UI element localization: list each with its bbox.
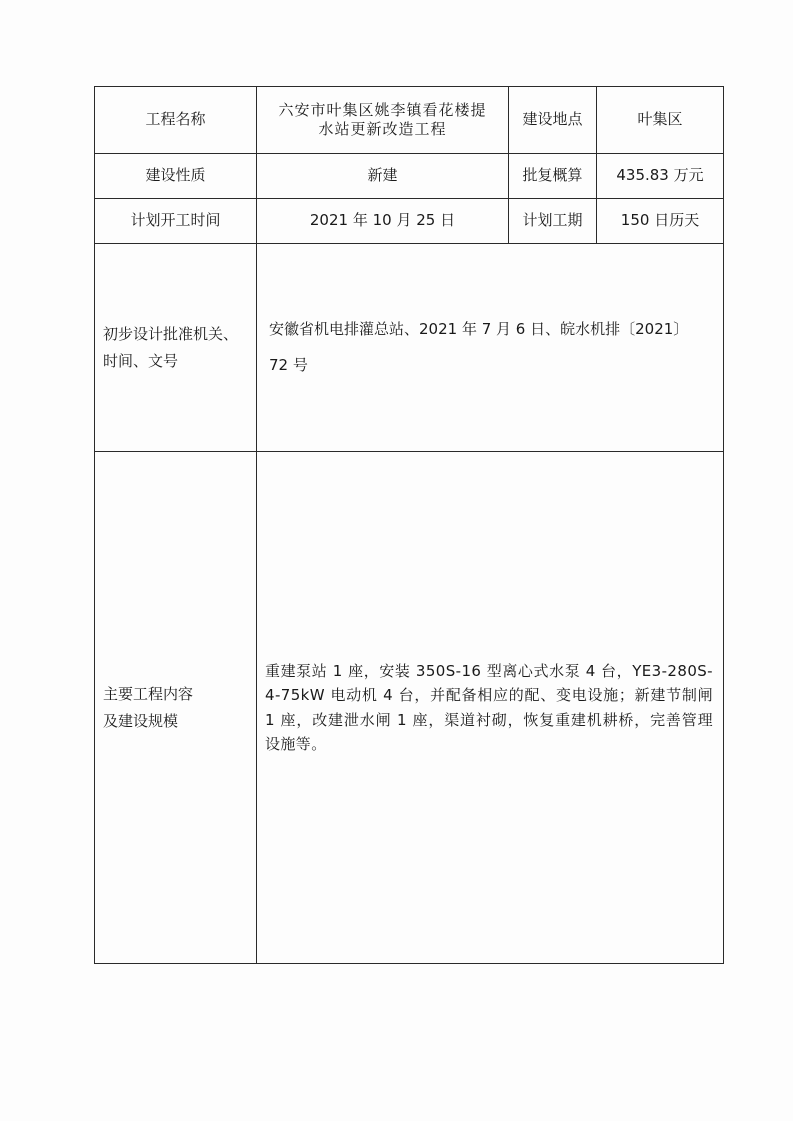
period-label: 计划工期 (509, 199, 597, 244)
approval-label-line1: 初步设计批准机关、 (103, 325, 239, 344)
budget-label: 批复概算 (509, 154, 597, 199)
scope-label (95, 452, 257, 964)
location-label: 建设地点 (509, 87, 597, 154)
start-date-label: 计划开工时间 (95, 199, 257, 244)
scope-value: 重建泵站 1 座，安装 350S-16 型离心式水泵 4 台，YE3-280S-4-75kW 电动机 4 台，并配备相应的配、变电设施；新建节制闸 1 座，改建泄水闸 1 座，渠道衬砌，恢复重建机耕桥，完善管理设施等。 (257, 452, 724, 964)
scope-label-line1: 主要工程内容 (103, 685, 194, 704)
row-nature (95, 154, 724, 199)
row-schedule (95, 199, 724, 244)
nature-value: 新建 (257, 154, 509, 199)
approval-label (95, 244, 257, 452)
project-name-line2: 水站更新改造工程 (318, 120, 447, 138)
period-value: 150 日历天 (597, 199, 724, 244)
project-info-table (94, 86, 724, 964)
project-name-value (257, 87, 509, 154)
location-value: 叶集区 (597, 87, 724, 154)
budget-value: 435.83 万元 (597, 154, 724, 199)
approval-value-line2: 72 号 (269, 355, 308, 374)
project-name-line1: 六安市叶集区姚李镇看花楼提 (278, 100, 487, 119)
scope-label-line2: 及建设规模 (103, 711, 179, 730)
project-name-label: 工程名称 (95, 87, 257, 154)
row-project-name (95, 87, 724, 154)
approval-value (257, 244, 724, 452)
nature-label: 建设性质 (95, 154, 257, 199)
approval-label-line2: 时间、文号 (103, 351, 179, 370)
approval-value-line1: 安徽省机电排灌总站、2021 年 7 月 6 日、皖水机排〔2021〕 (269, 320, 689, 339)
row-approval (95, 244, 724, 452)
start-date-value: 2021 年 10 月 25 日 (257, 199, 509, 244)
row-scope (95, 452, 724, 964)
